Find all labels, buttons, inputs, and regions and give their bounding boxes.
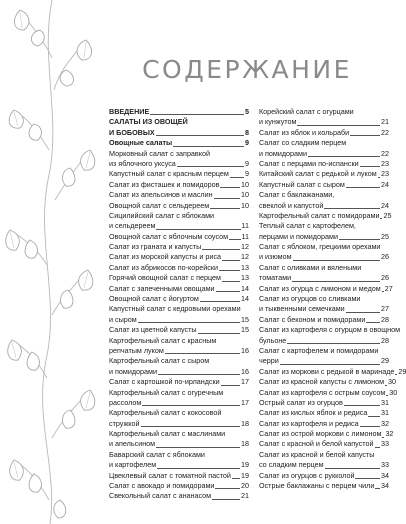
toc-entry-title: Цвеклевый салат с томатной пастой bbox=[109, 470, 231, 480]
toc-entry bbox=[109, 107, 249, 117]
toc-page-number: 28 bbox=[381, 335, 389, 345]
toc-leader-line bbox=[385, 385, 387, 386]
toc-page-number: 19 bbox=[241, 460, 249, 470]
toc-leader-line bbox=[165, 353, 240, 354]
toc-entry-title: перцами и помидорами bbox=[259, 231, 338, 241]
toc-right-column bbox=[259, 106, 406, 491]
toc-page-number: 30 bbox=[388, 377, 397, 387]
toc-leader-line bbox=[177, 166, 244, 167]
toc-entry-title: Салат из моркови с редькой в маринаде bbox=[259, 366, 395, 376]
toc-page-number: 12 bbox=[241, 252, 249, 262]
toc-entry-title: Салат с яблоком, грецкими орехами bbox=[259, 242, 381, 252]
toc-leader-line bbox=[214, 198, 240, 199]
toc-leader-line bbox=[395, 374, 397, 375]
toc-page-number: 10 bbox=[241, 200, 249, 210]
toc-entry bbox=[259, 440, 389, 450]
toc-entry-title: и сыром bbox=[109, 314, 137, 324]
toc-page-number: 22 bbox=[381, 148, 389, 158]
toc-leader-line bbox=[287, 343, 380, 344]
toc-page-number: 15 bbox=[241, 325, 249, 335]
toc-page-number: 9 bbox=[245, 158, 249, 168]
toc-leader-line bbox=[150, 114, 244, 115]
toc-leader-line bbox=[375, 488, 380, 489]
toc-page-number: 34 bbox=[381, 470, 389, 480]
toc-entry-title: Овощной салат с сельдереем bbox=[109, 200, 210, 210]
toc-entry-title: Овощной салат с яблочным соусом bbox=[109, 231, 229, 241]
toc-leader-line bbox=[141, 426, 240, 427]
toc-entry bbox=[259, 408, 389, 418]
toc-leader-line bbox=[360, 426, 380, 427]
toc-leader-line bbox=[325, 468, 380, 469]
toc-entry-title: Салат из картофеля с острым соусом bbox=[259, 387, 386, 397]
toc-page-number: 24 bbox=[381, 200, 389, 210]
toc-leader-line bbox=[220, 187, 240, 188]
toc-page-number: 10 bbox=[241, 179, 249, 189]
toc-entry bbox=[109, 273, 249, 283]
toc-page-number: 10 bbox=[241, 190, 249, 200]
toc-entry bbox=[259, 336, 389, 346]
toc-leader-line bbox=[173, 146, 244, 147]
toc-leader-line bbox=[380, 218, 382, 219]
toc-entry bbox=[109, 450, 249, 460]
toc-page-number: 15 bbox=[241, 314, 249, 324]
toc-entry-title: Капустный салат с красным перцем bbox=[109, 169, 229, 179]
toc-entry-title: Картофельный салат с кокосовой bbox=[109, 408, 222, 418]
toc-entry-title: Картофельный салат с огуречным bbox=[109, 387, 224, 397]
toc-entry bbox=[259, 273, 389, 283]
toc-leader-line bbox=[156, 135, 244, 136]
toc-entry bbox=[109, 491, 249, 501]
toc-entry bbox=[259, 107, 389, 117]
toc-entry-title: Салат из огурцов с рукколой bbox=[259, 470, 355, 480]
toc-entry-title: Овощные салаты bbox=[109, 138, 173, 148]
toc-leader-line bbox=[210, 208, 240, 209]
toc-leader-line bbox=[382, 291, 384, 292]
toc-leader-line bbox=[339, 239, 380, 240]
toc-page-number: 33 bbox=[381, 439, 389, 449]
toc-entry bbox=[259, 263, 389, 273]
toc-entry bbox=[109, 377, 249, 387]
toc-entry-title: Салат из картофеля и редиса bbox=[259, 418, 359, 428]
toc-entry-title: Салат из огурца с лимоном и медом bbox=[259, 283, 381, 293]
toc-entry bbox=[109, 242, 249, 252]
toc-entry bbox=[109, 117, 249, 127]
toc-page-number: 28 bbox=[381, 314, 389, 324]
toc-entry bbox=[259, 377, 397, 387]
toc-entry bbox=[109, 284, 249, 294]
toc-page-number: 31 bbox=[381, 408, 389, 418]
toc-entry bbox=[259, 387, 398, 398]
toc-entry bbox=[109, 356, 249, 366]
toc-page-number: 30 bbox=[389, 387, 398, 397]
toc-entry bbox=[259, 471, 389, 481]
toc-leader-line bbox=[382, 437, 384, 438]
toc-page-number: 32 bbox=[385, 429, 394, 439]
page-title: СОДЕРЖАНИЕ bbox=[142, 55, 352, 84]
toc-entry bbox=[259, 232, 389, 242]
toc-page-number: 13 bbox=[241, 273, 249, 283]
toc-leader-line bbox=[375, 447, 380, 448]
toc-entry bbox=[259, 138, 389, 148]
toc-leader-line bbox=[230, 177, 244, 178]
toc-entry bbox=[259, 356, 389, 366]
toc-entry-title: Салат с картофелем и помидорами bbox=[259, 345, 379, 355]
toc-entry-title: и тыквенными семечками bbox=[259, 304, 345, 314]
toc-entry-title: Картофельный салат с красным bbox=[109, 335, 217, 345]
toc-entry-title: и кунжутом bbox=[259, 117, 297, 127]
toc-entry-title: Салат с беконом и помидорами bbox=[259, 314, 366, 324]
toc-page-number: 16 bbox=[241, 345, 249, 355]
toc-entry bbox=[109, 304, 249, 314]
toc-entry-title: Картофельный салат с помидорами bbox=[259, 210, 380, 220]
toc-page-number: 16 bbox=[241, 366, 249, 376]
toc-entry bbox=[259, 398, 389, 408]
toc-entry-title: Острый салат из огурцов bbox=[259, 397, 343, 407]
toc-leader-line bbox=[215, 488, 240, 489]
toc-leader-line bbox=[156, 447, 240, 448]
toc-entry-title: Салат из апельсинов и маслин bbox=[109, 190, 213, 200]
toc-page-number: 34 bbox=[381, 481, 389, 491]
toc-entry bbox=[259, 304, 389, 314]
toc-entry bbox=[109, 294, 249, 304]
toc-entry bbox=[259, 128, 389, 138]
toc-entry-title: Салат с запеченными овощами bbox=[109, 283, 215, 293]
toc-entry bbox=[259, 346, 389, 356]
toc-page-number: 32 bbox=[381, 418, 389, 428]
toc-page-number: 19 bbox=[241, 470, 249, 480]
toc-entry-title: бульоне bbox=[259, 335, 287, 345]
toc-leader-line bbox=[297, 125, 380, 126]
toc-entry-title: Салат из красной капусты с лимоном bbox=[259, 377, 385, 387]
toc-entry bbox=[259, 201, 389, 211]
toc-entry bbox=[259, 325, 401, 335]
toc-entry bbox=[259, 429, 394, 439]
toc-entry bbox=[109, 159, 249, 169]
toc-entry bbox=[259, 149, 389, 159]
toc-entry-title: Салат из острой моркови с лимоном bbox=[259, 429, 382, 439]
toc-page-number: 18 bbox=[241, 439, 249, 449]
toc-page-number: 24 bbox=[381, 179, 389, 189]
toc-entry bbox=[109, 460, 249, 470]
toc-leader-line bbox=[202, 249, 240, 250]
toc-entry-title: и сельдереем bbox=[109, 221, 156, 231]
toc-entry-title: рассолом bbox=[109, 397, 142, 407]
toc-entry-title: Салат из яблок и кольраби bbox=[259, 127, 350, 137]
toc-entry-title: Салат с картошкой по-ирландски bbox=[109, 377, 220, 387]
toc-entry-title: САЛАТЫ ИЗ ОВОЩЕЙ bbox=[109, 117, 188, 127]
toc-entry-title: и апельсином bbox=[109, 439, 156, 449]
toc-page-number: 31 bbox=[381, 397, 389, 407]
toc-entry-title: и изюмом bbox=[259, 252, 292, 262]
toc-page-number: 25 bbox=[381, 231, 389, 241]
toc-page-number: 5 bbox=[245, 106, 249, 116]
toc-leader-line bbox=[200, 301, 240, 302]
toc-entry-title: Салат из граната и капусты bbox=[109, 242, 202, 252]
toc-entry bbox=[259, 117, 389, 127]
toc-entry bbox=[259, 252, 389, 262]
toc-entry-title: Овощной салат с йогуртом bbox=[109, 294, 199, 304]
toc-page-number: 14 bbox=[241, 283, 249, 293]
toc-entry-title: из яблочного уксуса bbox=[109, 158, 176, 168]
toc-entry bbox=[109, 429, 249, 439]
toc-page-number: 29 bbox=[381, 356, 389, 366]
toc-entry-title: Сицилийский салат с яблоками bbox=[109, 210, 215, 220]
toc-entry bbox=[109, 138, 249, 148]
toc-page-number: 27 bbox=[384, 283, 393, 293]
toc-entry-title: Салат с баклажанами, bbox=[259, 190, 335, 200]
toc-entry bbox=[109, 367, 249, 377]
toc-page-number: 17 bbox=[241, 377, 249, 387]
toc-page-number: 8 bbox=[245, 127, 249, 137]
toc-entry-title: Салат из морской капусты и риса bbox=[109, 252, 222, 262]
toc-page-number: 33 bbox=[381, 460, 389, 470]
toc-entry bbox=[259, 180, 389, 190]
toc-entry-title: Корейский салат с огурцами bbox=[259, 106, 354, 116]
toc-entry-title: и картофелем bbox=[109, 460, 157, 470]
toc-page-number: 23 bbox=[381, 158, 389, 168]
toc-page-number: 17 bbox=[241, 397, 249, 407]
toc-entry bbox=[259, 283, 393, 294]
toc-entry bbox=[109, 408, 249, 418]
toc-entry bbox=[259, 210, 392, 221]
toc-leader-line bbox=[232, 478, 240, 479]
toc-leader-line bbox=[229, 239, 240, 240]
toc-entry-title: томатами bbox=[259, 273, 292, 283]
toc-entry-title: Картофельный салат с маслинами bbox=[109, 429, 226, 439]
toc-entry bbox=[109, 252, 249, 262]
toc-entry bbox=[109, 481, 249, 491]
toc-page-number: 26 bbox=[381, 273, 389, 283]
toc-entry bbox=[109, 388, 249, 398]
toc-leader-line bbox=[216, 291, 240, 292]
toc-entry bbox=[259, 315, 389, 325]
toc-entry bbox=[259, 294, 389, 304]
toc-entry-title: Китайский салат с редькой и луком bbox=[259, 169, 377, 179]
toc-entry-title: Салат с перцами по-испански bbox=[259, 158, 359, 168]
toc-entry-title: ВВЕДЕНИЕ bbox=[109, 106, 150, 116]
toc-page-number: 20 bbox=[241, 481, 249, 491]
toc-leader-line bbox=[222, 260, 240, 261]
toc-leader-line bbox=[378, 177, 380, 178]
toc-entry bbox=[259, 169, 389, 179]
toc-leader-line bbox=[158, 374, 240, 375]
toc-leader-line bbox=[346, 312, 380, 313]
toc-entry bbox=[259, 481, 389, 491]
toc-entry-title: Морковный салат с заправкой bbox=[109, 148, 210, 158]
toc-leader-line bbox=[198, 333, 240, 334]
toc-entry-title: Баварский салат с яблоками bbox=[109, 449, 205, 459]
toc-entry bbox=[109, 128, 249, 138]
toc-page-number: 25 bbox=[383, 210, 392, 220]
toc-entry bbox=[109, 346, 249, 356]
toc-leader-line bbox=[293, 260, 380, 261]
toc-entry-title: свеклой и капустой bbox=[259, 200, 324, 210]
toc-entry-title: и помидорами bbox=[109, 366, 157, 376]
toc-entry-title: репчатым луком bbox=[109, 345, 164, 355]
toc-entry-title: Острые баклажаны с перцем чили bbox=[259, 481, 375, 491]
toc-page-number: 23 bbox=[381, 169, 389, 179]
toc-entry bbox=[109, 190, 249, 200]
toc-entry-title: и помидорами bbox=[259, 148, 307, 158]
toc-leader-line bbox=[360, 166, 380, 167]
toc-entry-title: Свекольный салат с ананасом bbox=[109, 491, 212, 501]
toc-entry-title: И БОБОВЫХ bbox=[109, 127, 155, 137]
toc-entry-title: черри bbox=[259, 356, 279, 366]
toc-leader-line bbox=[366, 322, 380, 323]
toc-entry-title: Салат с оливками и вялеными bbox=[259, 262, 362, 272]
toc-page-number: 26 bbox=[381, 252, 389, 262]
toc-leader-line bbox=[350, 135, 380, 136]
toc-leader-line bbox=[156, 229, 240, 230]
toc-leader-line bbox=[142, 405, 240, 406]
toc-entry-title: Салат со сладким перцем bbox=[259, 138, 347, 148]
toc-leader-line bbox=[368, 416, 380, 417]
toc-leader-line bbox=[292, 281, 380, 282]
toc-entry bbox=[259, 242, 389, 252]
toc-entry bbox=[259, 221, 389, 231]
toc-page-number: 18 bbox=[241, 418, 249, 428]
toc-page-number: 11 bbox=[241, 221, 249, 231]
toc-entry bbox=[259, 190, 389, 200]
toc-entry bbox=[109, 169, 249, 179]
toc-entry-title: Салат из фисташек и помидоров bbox=[109, 179, 220, 189]
toc-entry bbox=[109, 325, 249, 335]
toc-entry bbox=[109, 221, 249, 231]
toc-leader-line bbox=[280, 364, 380, 365]
toc-entry-title: Салат из абрикосов по-корейски bbox=[109, 262, 219, 272]
toc-entry-title: Капустный салат с кедровыми орехами bbox=[109, 304, 241, 314]
toc-entry-title: Салат с авокадо и помидорами bbox=[109, 481, 215, 491]
toc-entry-title: Теплый салат с картофелем, bbox=[259, 221, 356, 231]
toc-entry bbox=[109, 201, 249, 211]
toc-entry-title: Картофельный салат с сыром bbox=[109, 356, 210, 366]
toc-entry bbox=[109, 180, 249, 190]
toc-leader-line bbox=[355, 478, 380, 479]
toc-page-number: 9 bbox=[245, 169, 249, 179]
toc-leader-line bbox=[346, 187, 380, 188]
toc-entry-title: Горячий овощной салат с перцем bbox=[109, 273, 221, 283]
toc-page-number: 27 bbox=[381, 304, 389, 314]
toc-entry-title: Салат из красной и белой капусты bbox=[259, 449, 375, 459]
toc-entry bbox=[259, 450, 389, 460]
toc-page-number: 14 bbox=[241, 294, 249, 304]
toc-entry-title: стружкой bbox=[109, 418, 140, 428]
toc-entry bbox=[109, 440, 249, 450]
toc-leader-line bbox=[157, 468, 240, 469]
toc-leader-line bbox=[324, 208, 380, 209]
toc-leader-line bbox=[219, 270, 240, 271]
toc-entry bbox=[259, 366, 406, 377]
toc-entry-title: Салат из огурцов со сливками bbox=[259, 294, 361, 304]
toc-page-number: 21 bbox=[241, 491, 249, 501]
toc-leader-line bbox=[308, 156, 380, 157]
toc-entry-title: Капустный салат с сыром bbox=[259, 179, 345, 189]
toc-entry bbox=[109, 336, 249, 346]
toc-leader-line bbox=[344, 405, 380, 406]
toc-page-number: 21 bbox=[381, 117, 389, 127]
toc-entry bbox=[259, 159, 389, 169]
toc-entry bbox=[109, 419, 249, 429]
leaf-border-decoration bbox=[0, 0, 100, 524]
toc-entry bbox=[109, 211, 249, 221]
toc-page-number: 12 bbox=[241, 242, 249, 252]
toc-entry-title: со сладким перцем bbox=[259, 460, 324, 470]
toc-entry bbox=[259, 460, 389, 470]
toc-leader-line bbox=[212, 499, 240, 500]
toc-page-number: 11 bbox=[241, 231, 249, 241]
toc-entry bbox=[109, 149, 249, 159]
toc-page-number: 9 bbox=[245, 138, 249, 148]
toc-left-column bbox=[109, 107, 249, 502]
toc-entry bbox=[109, 263, 249, 273]
toc-entry-title: Салат из картофеля с огурцом в овощном bbox=[259, 325, 401, 335]
toc-page-number: 22 bbox=[381, 127, 389, 137]
toc-entry-title: Салат из цветной капусты bbox=[109, 325, 197, 335]
toc-entry bbox=[109, 471, 249, 481]
toc-leader-line bbox=[138, 322, 240, 323]
toc-entry bbox=[109, 315, 249, 325]
toc-page-number: 13 bbox=[241, 262, 249, 272]
toc-leader-line bbox=[386, 395, 388, 396]
toc-entry-title: Салат из кислых яблок и редиса bbox=[259, 408, 368, 418]
toc-page-number: 29 bbox=[398, 366, 406, 376]
toc-leader-line bbox=[222, 281, 240, 282]
toc-entry bbox=[109, 232, 249, 242]
toc-entry bbox=[109, 398, 249, 408]
toc-entry-title: Салат с красной и белой капустой bbox=[259, 439, 374, 449]
toc-entry bbox=[259, 419, 389, 429]
toc-leader-line bbox=[221, 385, 240, 386]
